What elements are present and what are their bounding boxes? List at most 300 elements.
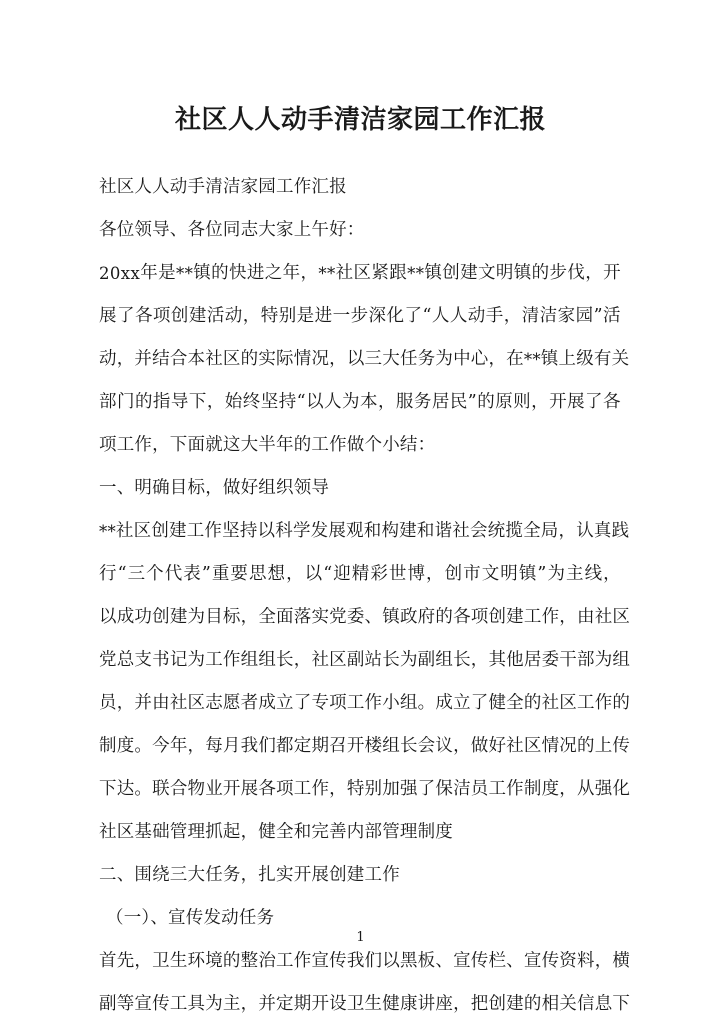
line-glyph: 2	[99, 264, 110, 283]
line-glyph: 了	[404, 306, 423, 326]
line-glyph: 动	[467, 306, 486, 326]
line-glyph: 强	[594, 779, 613, 799]
line-glyph: 0	[109, 264, 121, 283]
line-glyph: 下	[188, 392, 207, 412]
line-glyph: 文	[478, 263, 496, 283]
line-glyph: 际	[276, 349, 294, 369]
line-glyph: 下	[99, 779, 117, 799]
line-glyph: 况	[311, 349, 330, 369]
line-glyph: 项	[276, 779, 294, 799]
line-glyph: 区	[612, 607, 631, 627]
line-glyph: 环	[187, 951, 206, 971]
line-glyph: 情	[293, 349, 312, 369]
line-glyph: 中	[453, 349, 471, 369]
line-glyph: 宣	[311, 951, 330, 971]
line-glyph: 步	[549, 263, 568, 283]
line-glyph: 们	[258, 736, 277, 756]
line-glyph: 定	[276, 994, 294, 1014]
line-glyph: 支	[134, 650, 153, 670]
line-glyph: 其	[488, 650, 507, 670]
line-glyph: 作	[222, 650, 241, 670]
line-glyph: 导	[170, 392, 189, 412]
line-glyph: 构	[381, 521, 400, 541]
line-glyph: 合	[169, 779, 188, 799]
document-line	[99, 166, 621, 209]
line-glyph: 业	[205, 779, 223, 799]
line-glyph: 各	[134, 306, 153, 326]
document-line	[99, 940, 631, 983]
line-glyph: 原	[495, 392, 513, 412]
line-glyph: 部	[99, 392, 117, 412]
line-glyph: 彩	[370, 564, 389, 584]
line-glyph: ，	[206, 392, 225, 412]
line-glyph: 创	[488, 607, 507, 627]
line-glyph: 把	[470, 994, 489, 1014]
line-glyph: 门	[116, 392, 135, 412]
line-run: 一、明确目标，做好组织领导	[99, 478, 330, 498]
line-glyph: 统	[487, 521, 506, 541]
line-glyph: 工	[576, 693, 595, 713]
line-glyph: 创	[170, 306, 189, 326]
line-glyph: 动	[99, 349, 117, 369]
line-glyph: 专	[311, 693, 330, 713]
line-glyph: 卫	[152, 951, 170, 971]
line-glyph: 各	[258, 779, 277, 799]
line-glyph: 为	[547, 564, 566, 584]
line-glyph: 了	[293, 693, 312, 713]
line-glyph: 生	[364, 994, 383, 1014]
line-glyph: 工	[169, 994, 188, 1014]
line-glyph: 了	[417, 779, 436, 799]
line-glyph: 展	[328, 521, 347, 541]
line-glyph: 强	[399, 779, 418, 799]
line-glyph: 在	[506, 349, 524, 369]
line-glyph: 宣	[134, 994, 153, 1014]
line-glyph: 我	[346, 951, 365, 971]
line-glyph: 工	[186, 521, 205, 541]
line-glyph: 民	[449, 392, 468, 412]
line-glyph: 制	[99, 736, 117, 756]
line-glyph: ”	[201, 564, 211, 584]
line-glyph: 员	[470, 779, 489, 799]
line-run: 二、围绕三大任务，扎实开展创建工作	[99, 865, 400, 885]
line-glyph: ”	[537, 564, 547, 584]
line-glyph: 以	[304, 564, 323, 584]
line-glyph: 践	[611, 521, 630, 541]
line-glyph: 府	[417, 607, 436, 627]
line-glyph: 传	[329, 951, 347, 971]
line-glyph: 由	[152, 693, 170, 713]
line-glyph: 加	[382, 779, 400, 799]
line-glyph: 作	[293, 951, 312, 971]
line-glyph: 会	[469, 521, 488, 541]
line-glyph: 传	[152, 994, 170, 1014]
line-glyph: 为	[205, 994, 223, 1014]
line-glyph: 好	[488, 736, 507, 756]
line-glyph: 的	[211, 263, 229, 283]
line-glyph: 横	[612, 951, 631, 971]
document-line	[99, 209, 621, 252]
line-run: 社区人人动手清洁家园工作汇报	[99, 177, 347, 197]
line-glyph: 居	[431, 392, 450, 412]
line-glyph: 真	[593, 521, 612, 541]
line-glyph: 区	[559, 693, 577, 713]
line-glyph: 的	[576, 736, 595, 756]
line-glyph: 社	[205, 349, 223, 369]
line-glyph: 工	[293, 779, 312, 799]
line-glyph: 立	[453, 693, 471, 713]
line-glyph: 为	[342, 392, 360, 412]
line-glyph: 开	[603, 263, 621, 283]
line-glyph: 并	[258, 994, 277, 1014]
line-glyph: 主	[222, 994, 241, 1014]
line-glyph: 组	[435, 650, 454, 670]
document-line	[99, 467, 621, 510]
line-glyph: 区	[329, 650, 347, 670]
line-glyph: ，	[116, 693, 135, 713]
line-glyph: 代	[164, 564, 183, 584]
line-glyph: 跟	[389, 263, 407, 283]
line-glyph: 建	[506, 607, 524, 627]
line-glyph: 。	[134, 779, 153, 799]
line-glyph: 愿	[222, 693, 241, 713]
line-glyph: 干	[559, 650, 577, 670]
line-glyph: 书	[152, 650, 170, 670]
line-glyph: 建	[188, 306, 207, 326]
line-glyph: 任	[399, 349, 418, 369]
line-glyph: 镇	[424, 263, 443, 283]
line-glyph: 由	[576, 607, 595, 627]
line-glyph: 特	[346, 779, 365, 799]
line-glyph: 洁	[453, 779, 471, 799]
line-glyph: 世	[388, 564, 407, 584]
line-glyph: 别	[364, 779, 383, 799]
line-glyph: 栏	[488, 951, 507, 971]
line-glyph: 立	[276, 693, 294, 713]
line-glyph: ，	[558, 521, 577, 541]
line-glyph: 的	[523, 693, 542, 713]
line-glyph: 思	[248, 564, 267, 584]
line-glyph: 终	[242, 392, 261, 412]
line-glyph: ，	[503, 306, 522, 326]
line-glyph: 三	[364, 349, 383, 369]
line-glyph: 展	[567, 392, 585, 412]
line-glyph: 组	[612, 650, 631, 670]
line-glyph: 建	[506, 994, 524, 1014]
line-glyph: 长	[382, 650, 400, 670]
line-glyph: *	[318, 264, 327, 283]
line-glyph: 生	[169, 951, 188, 971]
line-glyph: 学	[292, 521, 311, 541]
line-glyph: 本	[187, 349, 206, 369]
line-glyph: 特	[260, 306, 279, 326]
document-line	[99, 295, 621, 338]
line-glyph: 楼	[364, 736, 383, 756]
line-glyph: “	[323, 564, 333, 584]
line-glyph: 镇	[518, 564, 537, 584]
line-glyph: 别	[278, 306, 297, 326]
line-glyph: 定	[293, 736, 312, 756]
line-run: （一）、宣传发动任务	[106, 908, 275, 928]
line-glyph: 社	[452, 521, 470, 541]
line-glyph: 况	[559, 736, 577, 756]
line-glyph: 化	[612, 779, 631, 799]
line-glyph: 资	[559, 951, 577, 971]
line-glyph: 想	[267, 564, 286, 584]
line-glyph: 从	[576, 779, 595, 799]
line-glyph: 议	[435, 736, 454, 756]
line-glyph: 文	[481, 564, 500, 584]
line-glyph: 明	[495, 263, 514, 283]
line-glyph: *	[176, 264, 185, 283]
line-glyph: 始	[224, 392, 243, 412]
line-glyph: 社	[506, 736, 524, 756]
line-glyph: 作	[506, 779, 524, 799]
line-glyph: 级	[576, 349, 594, 369]
line-glyph: 党	[99, 650, 117, 670]
line-glyph: 镇	[513, 263, 532, 283]
line-glyph: 展	[99, 306, 117, 326]
line-glyph: 展	[240, 779, 259, 799]
line-glyph: 年	[282, 263, 301, 283]
line-glyph: 持	[239, 521, 258, 541]
line-glyph: 健	[382, 994, 400, 1014]
line-glyph: 工	[346, 693, 365, 713]
line-glyph: 人	[324, 392, 342, 412]
line-glyph: 动	[224, 306, 243, 326]
line-glyph: 各	[603, 392, 621, 412]
line-glyph: 家	[557, 306, 576, 326]
line-glyph: 先	[116, 951, 135, 971]
line-glyph: 行	[99, 564, 117, 584]
document-line	[99, 639, 631, 682]
line-glyph: 创	[152, 607, 170, 627]
document-line	[99, 854, 621, 897]
line-glyph: 项	[470, 607, 489, 627]
line-glyph: 工	[523, 607, 542, 627]
line-glyph: ，	[531, 392, 549, 412]
line-glyph: 洁	[539, 306, 558, 326]
line-glyph: 个	[146, 564, 164, 584]
line-glyph: 组	[399, 693, 418, 713]
line-glyph: 的	[222, 951, 241, 971]
line-glyph: *	[407, 264, 416, 283]
line-glyph: 首	[99, 951, 117, 971]
line-glyph: 为	[187, 607, 206, 627]
line-glyph: 各	[453, 607, 471, 627]
line-glyph: 深	[368, 306, 387, 326]
document-body	[99, 166, 631, 1026]
line-glyph: 以	[346, 349, 365, 369]
line-glyph: 板	[417, 951, 436, 971]
line-glyph: x	[120, 264, 131, 283]
line-run: 各位领导、各位同志大家上午好：	[99, 220, 365, 240]
line-glyph: 期	[311, 736, 330, 756]
line-glyph: ，	[116, 349, 135, 369]
line-glyph: “	[117, 564, 127, 584]
line-glyph: 则	[513, 392, 531, 412]
line-glyph: 为	[435, 349, 454, 369]
line-glyph: 委	[346, 607, 365, 627]
line-glyph: 进	[314, 306, 333, 326]
line-glyph: ，	[559, 607, 577, 627]
line-glyph: ，	[329, 779, 347, 799]
line-glyph: 保	[435, 779, 454, 799]
line-glyph: 之	[264, 263, 283, 283]
line-glyph: 下	[612, 994, 631, 1014]
line-glyph: 、	[506, 951, 524, 971]
line-glyph: 博	[407, 564, 426, 584]
line-glyph: 传	[470, 951, 489, 971]
line-glyph: “	[296, 392, 306, 412]
line-glyph: 了	[116, 306, 135, 326]
line-glyph: 人	[431, 306, 450, 326]
line-glyph: 为	[594, 650, 613, 670]
line-glyph: 以	[257, 521, 276, 541]
line-glyph: 线	[584, 564, 603, 584]
line-glyph: 料	[576, 951, 595, 971]
line-glyph: 宣	[523, 951, 542, 971]
line-glyph: 年	[140, 263, 158, 283]
line-glyph: 的	[435, 607, 454, 627]
line-glyph: 记	[169, 650, 188, 670]
line-glyph: 上	[594, 736, 613, 756]
line-glyph: 副	[99, 994, 117, 1014]
line-glyph: 组	[258, 650, 277, 670]
line-glyph: 区	[523, 736, 542, 756]
line-glyph: 项	[329, 693, 347, 713]
line-glyph: 关	[611, 349, 630, 369]
line-glyph: 有	[593, 349, 612, 369]
line-glyph: ，	[377, 392, 396, 412]
line-glyph: 站	[364, 650, 383, 670]
document-line	[99, 768, 631, 811]
line-glyph: 等	[116, 994, 135, 1014]
line-glyph: 社	[169, 693, 188, 713]
line-glyph: 镇	[540, 349, 559, 369]
line-glyph: 落	[293, 607, 312, 627]
line-glyph: 发	[310, 521, 329, 541]
line-glyph: 康	[399, 994, 418, 1014]
line-glyph: 年	[169, 736, 188, 756]
line-glyph: 作	[204, 521, 223, 541]
line-glyph: 的	[240, 349, 259, 369]
line-glyph: 社	[594, 607, 613, 627]
line-glyph: 的	[477, 392, 495, 412]
line-glyph: 关	[559, 994, 577, 1014]
document-line	[99, 338, 630, 381]
line-glyph: 指	[152, 392, 171, 412]
line-glyph: *	[184, 264, 194, 283]
line-glyph: ”	[593, 306, 603, 326]
line-glyph: 联	[152, 779, 170, 799]
line-glyph: 是	[158, 263, 176, 283]
line-glyph: 创	[442, 263, 460, 283]
line-glyph: 期	[293, 994, 312, 1014]
line-glyph: 境	[205, 951, 223, 971]
line-glyph: 相	[541, 994, 560, 1014]
line-glyph: 面	[276, 607, 294, 627]
line-glyph: 者	[240, 693, 259, 713]
line-glyph: 伐	[567, 263, 586, 283]
line-glyph: *	[415, 264, 425, 283]
line-glyph: 长	[399, 736, 418, 756]
line-glyph: ”	[467, 392, 477, 412]
line-glyph: 工	[276, 951, 294, 971]
line-glyph: 活	[603, 306, 621, 326]
line-glyph: 本	[359, 392, 378, 412]
line-glyph: 精	[351, 564, 370, 584]
line-glyph: 、	[364, 607, 383, 627]
line-glyph: *	[99, 522, 108, 541]
line-glyph: 心	[470, 349, 489, 369]
line-glyph: 为	[399, 650, 418, 670]
line-glyph: 创	[488, 994, 507, 1014]
line-glyph: 市	[463, 564, 481, 584]
line-glyph: 以	[382, 951, 400, 971]
line-glyph: 物	[187, 779, 206, 799]
line-glyph: 工	[205, 650, 223, 670]
line-glyph: 镇	[193, 263, 211, 283]
line-glyph: 组	[382, 736, 400, 756]
line-glyph: 务	[417, 349, 436, 369]
document-line	[99, 424, 621, 467]
line-glyph: 三	[127, 564, 146, 584]
line-glyph: 区	[187, 693, 206, 713]
line-glyph: 坚	[222, 521, 240, 541]
line-glyph: 委	[541, 650, 560, 670]
line-glyph: 活	[206, 306, 225, 326]
line-glyph: 副	[417, 650, 436, 670]
line-glyph: 的	[612, 693, 631, 713]
line-glyph: 社	[311, 650, 330, 670]
line-glyph: 以	[306, 392, 324, 412]
line-glyph: 步	[350, 306, 369, 326]
line-glyph: 的	[531, 263, 550, 283]
line-glyph: 实	[258, 349, 277, 369]
line-glyph: 作	[541, 607, 560, 627]
line-glyph: 社	[541, 693, 560, 713]
line-glyph: “	[422, 306, 432, 326]
line-glyph: 成	[258, 693, 277, 713]
line-glyph: 实	[311, 607, 330, 627]
line-glyph: 息	[594, 994, 613, 1014]
line-glyph: 作	[594, 693, 613, 713]
line-glyph: 服	[395, 392, 414, 412]
line-glyph: 员	[99, 693, 117, 713]
line-glyph: 传	[612, 736, 631, 756]
line-glyph: 坚	[260, 392, 279, 412]
line-glyph: 度	[116, 736, 135, 756]
line-glyph: 居	[523, 650, 542, 670]
line-glyph: *	[532, 350, 541, 369]
line-glyph: ，	[242, 306, 261, 326]
line-glyph: 并	[134, 693, 153, 713]
line-glyph: ，	[559, 779, 577, 799]
line-glyph: 的	[523, 994, 542, 1014]
line-glyph: 健	[488, 693, 507, 713]
line-glyph: 重	[211, 564, 230, 584]
line-run: 项工作，下面就这大半年的工作做个小结：	[99, 435, 436, 455]
line-glyph: 认	[576, 521, 594, 541]
line-glyph: 建	[399, 521, 417, 541]
line-glyph: 一	[332, 306, 351, 326]
line-glyph: 的	[134, 392, 153, 412]
line-glyph: 小	[382, 693, 400, 713]
line-glyph: 社	[115, 521, 134, 541]
line-glyph: 总	[116, 650, 135, 670]
line-glyph: 全	[523, 521, 541, 541]
